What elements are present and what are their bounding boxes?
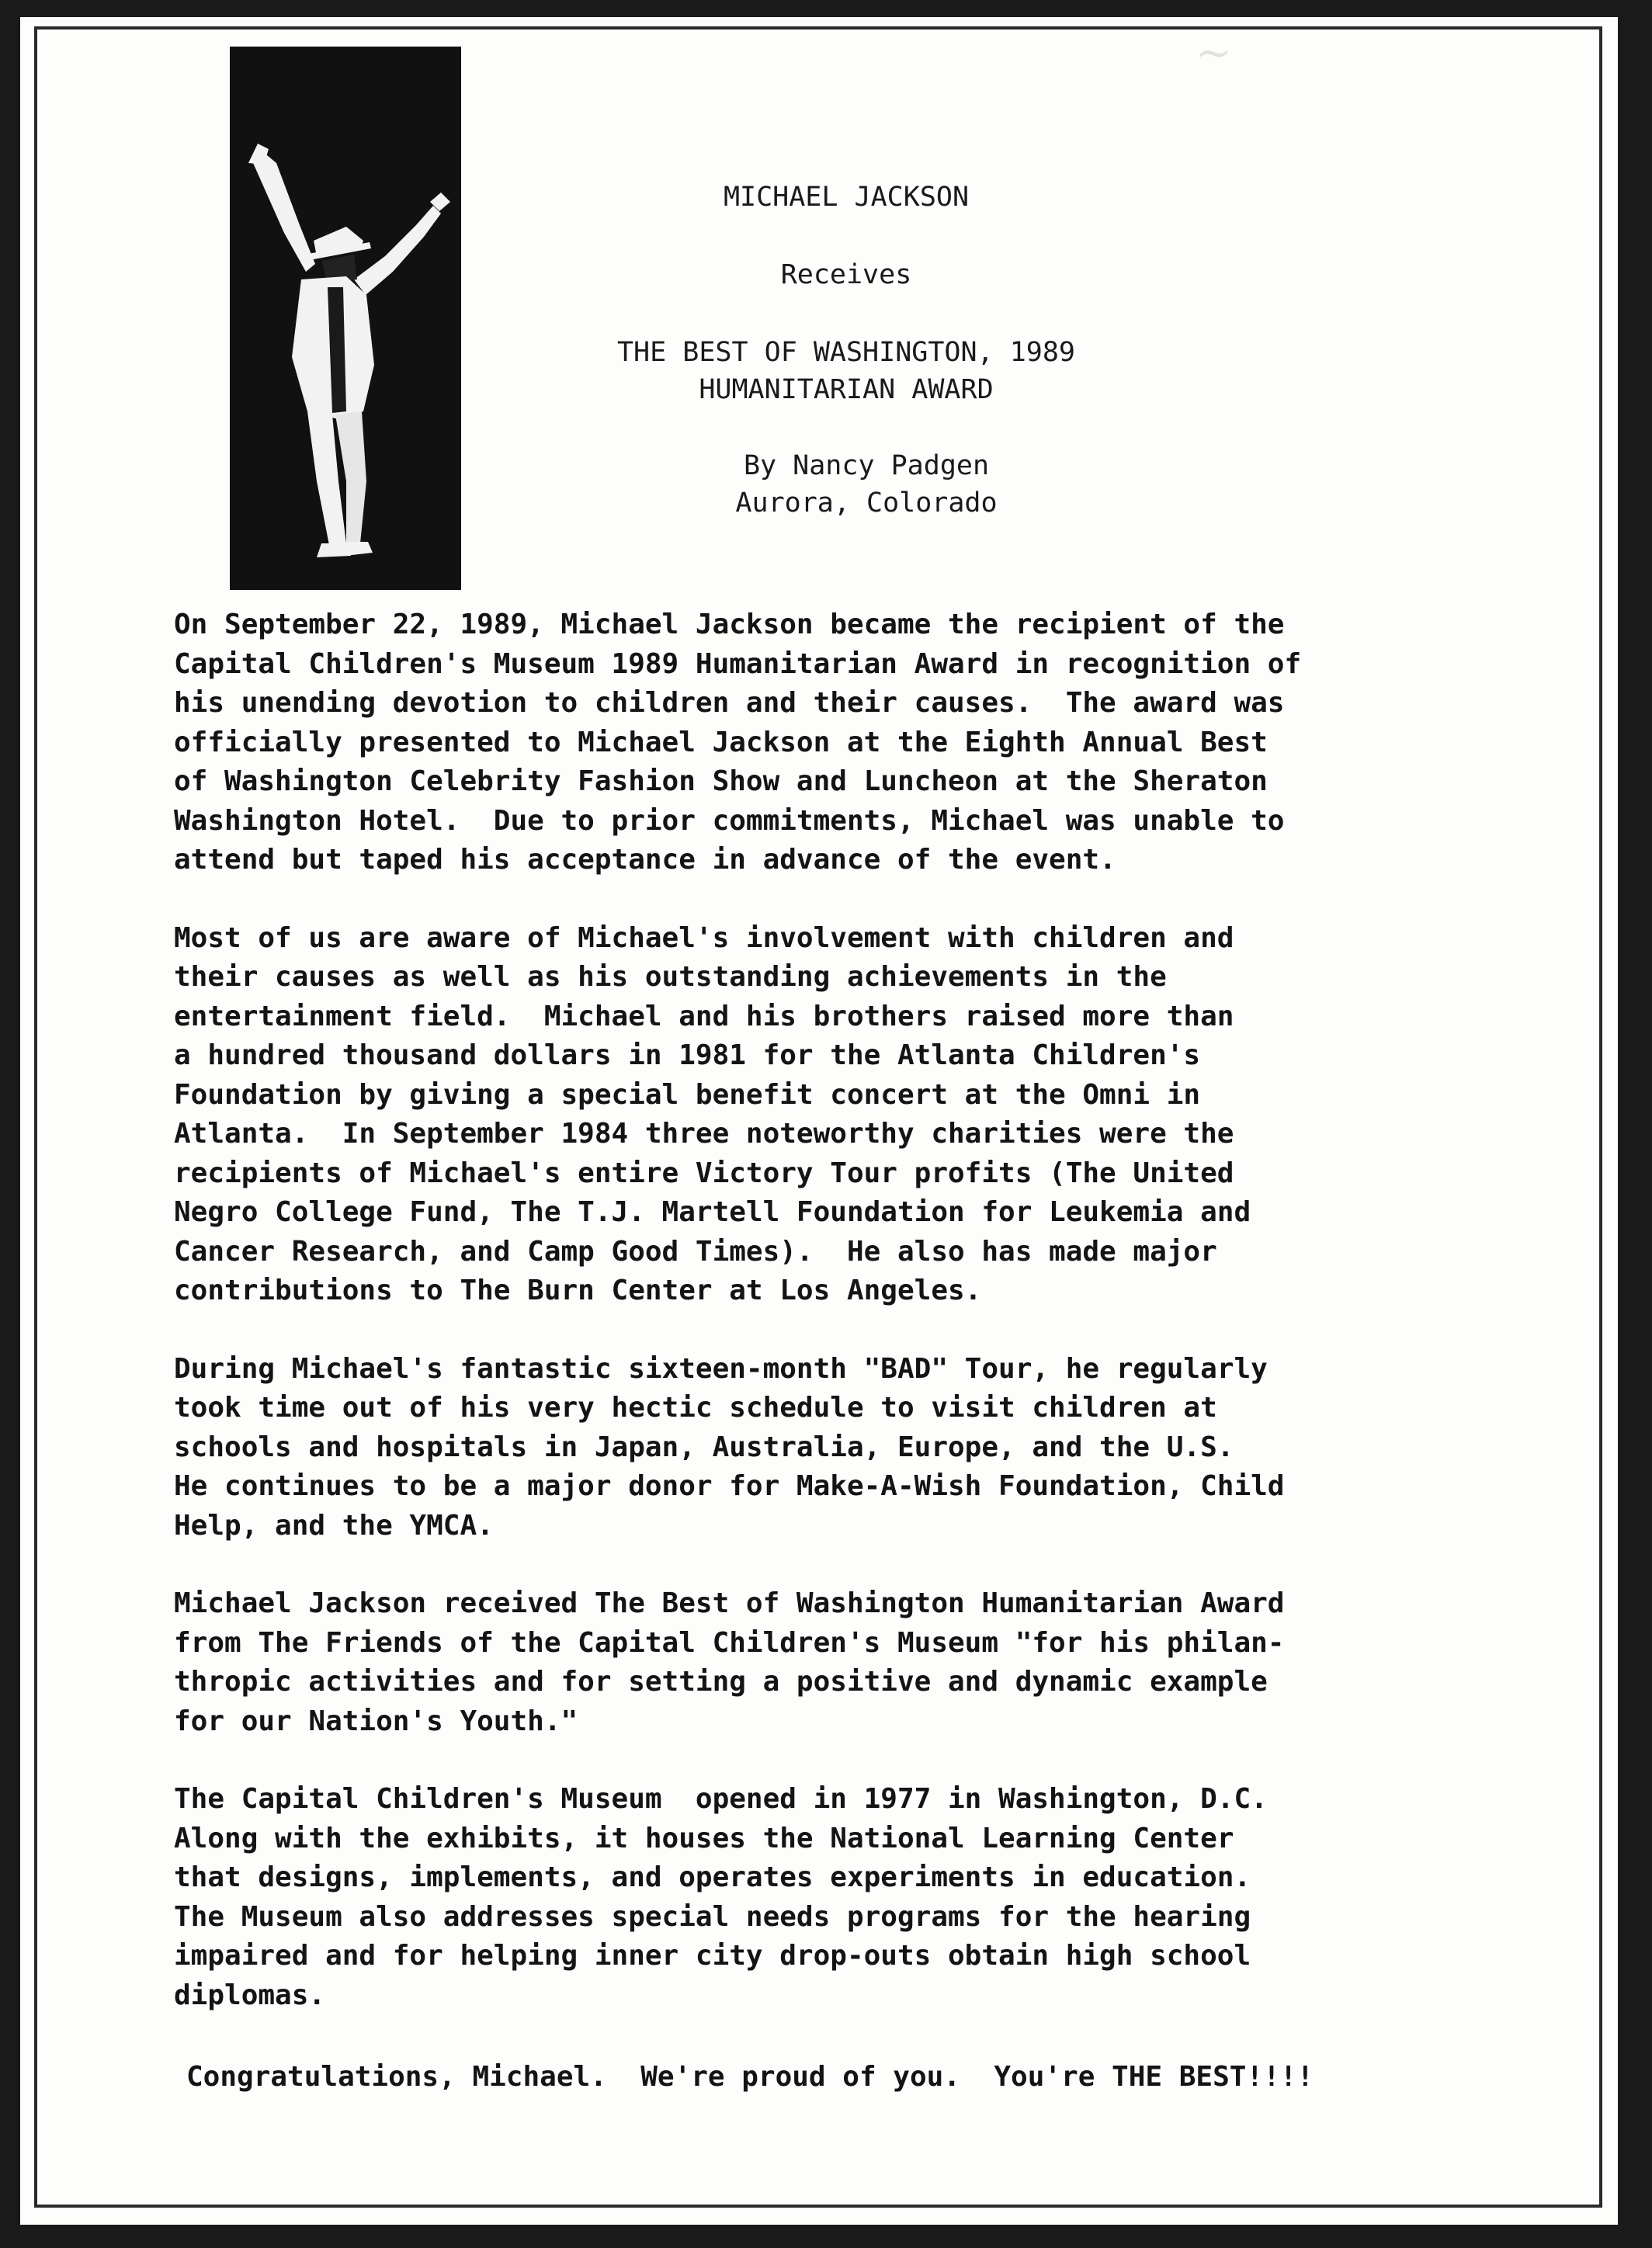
paragraph-line: diplomas. [174, 1979, 326, 2011]
paragraph-line: their causes as well as his outstanding achievements in the [174, 961, 1167, 993]
paragraph-line: Help, and the YMCA. [174, 1509, 494, 1542]
paragraph-line: recipients of Michael's entire Victory Tour profits (The United [174, 1157, 1234, 1189]
paragraph-line: Michael Jackson received The Best of Washington Humanitarian Award [174, 1587, 1285, 1619]
paragraph-line: Negro College Fund, The T.J. Martell Foundation for Leukemia and [174, 1196, 1251, 1228]
byline: By Nancy Padgen [743, 450, 990, 481]
paragraph-line: Along with the exhibits, it houses the National Learning Center [174, 1822, 1234, 1854]
paragraph-line: schools and hospitals in Japan, Australia, Europe, and the U.S. [174, 1431, 1234, 1463]
paragraph-line: On September 22, 1989, Michael Jackson became the recipient of the [174, 609, 1285, 640]
paragraph-line: his unending devotion to children and their causes. The award was [174, 687, 1285, 719]
paragraph-line: Atlanta. In September 1984 three noteworthy charities were the [174, 1118, 1234, 1150]
paragraph-line: Most of us are aware of Michael's involvement with children and [174, 921, 1234, 954]
article-header [466, 179, 1227, 522]
paragraph-line: Capital Children's Museum 1989 Humanitarian Award in recognition of [174, 647, 1302, 680]
award-title-line-1: THE BEST OF WASHINGTON, 1989 [616, 337, 1075, 368]
byline-location: Aurora, Colorado [735, 487, 998, 519]
headline-name: MICHAEL JACKSON [723, 182, 970, 213]
paragraph-line: thropic activities and for setting a positive and dynamic example [174, 1666, 1268, 1698]
paragraph-3 [174, 1350, 1494, 1546]
paragraph-line: contributions to The Burn Center at Los Angeles. [174, 1275, 982, 1306]
paragraph-line: Foundation by giving a special benefit concert at the Omni in [174, 1078, 1201, 1111]
paragraph-line: Washington Hotel. Due to prior commitments, Michael was unable to [174, 804, 1285, 837]
paragraph-1 [174, 605, 1494, 880]
paragraph-line: from The Friends of the Capital Children's Museum "for his philan- [174, 1626, 1285, 1659]
paragraph-line: took time out of his very hectic schedule to visit children at [174, 1392, 1217, 1424]
paragraph-line: officially presented to Michael Jackson at the Eighth Annual Best [174, 726, 1268, 758]
paragraph-line: The Museum also addresses special needs programs for the hearing [174, 1900, 1251, 1933]
paragraph-line: of Washington Celebrity Fashion Show and Luncheon at the Sheraton [174, 765, 1268, 797]
bleed-through-text: ~ [1196, 28, 1232, 78]
closing-line: Congratulations, Michael. We're proud of you. You're THE BEST!!!! [186, 2061, 1314, 2093]
headline-receives: Receives [780, 259, 912, 290]
dancer-silhouette [230, 47, 461, 590]
paragraph-line: He continues to be a major donor for Make-A-Wish Foundation, Child [174, 1470, 1285, 1502]
paragraph-4 [174, 1584, 1494, 1741]
paragraph-line: entertainment field. Michael and his brothers raised more than [174, 1000, 1234, 1032]
paragraph-line: for our Nation's Youth." [174, 1705, 578, 1737]
paragraph-line: attend but taped his acceptance in advance of the event. [174, 844, 1116, 876]
paragraph-2 [174, 919, 1494, 1311]
paragraph-line: that designs, implements, and operates experiments in education. [174, 1861, 1251, 1893]
michael-jackson-photo [230, 47, 461, 590]
paragraph-line: impaired and for helping inner city drop-outs obtain high school [174, 1940, 1251, 1972]
paragraph-5 [174, 1780, 1494, 2015]
paragraph-line: The Capital Children's Museum opened in 1977 in Washington, D.C. [174, 1783, 1268, 1815]
paragraph-line: a hundred thousand dollars in 1981 for the Atlanta Children's [174, 1039, 1201, 1071]
award-title-line-2: HUMANITARIAN AWARD [699, 374, 994, 405]
paragraph-line: During Michael's fantastic sixteen-month "BAD" Tour, he regularly [174, 1352, 1268, 1385]
article-body [174, 605, 1494, 2054]
paragraph-line: Cancer Research, and Camp Good Times). He also has made major [174, 1235, 1217, 1268]
